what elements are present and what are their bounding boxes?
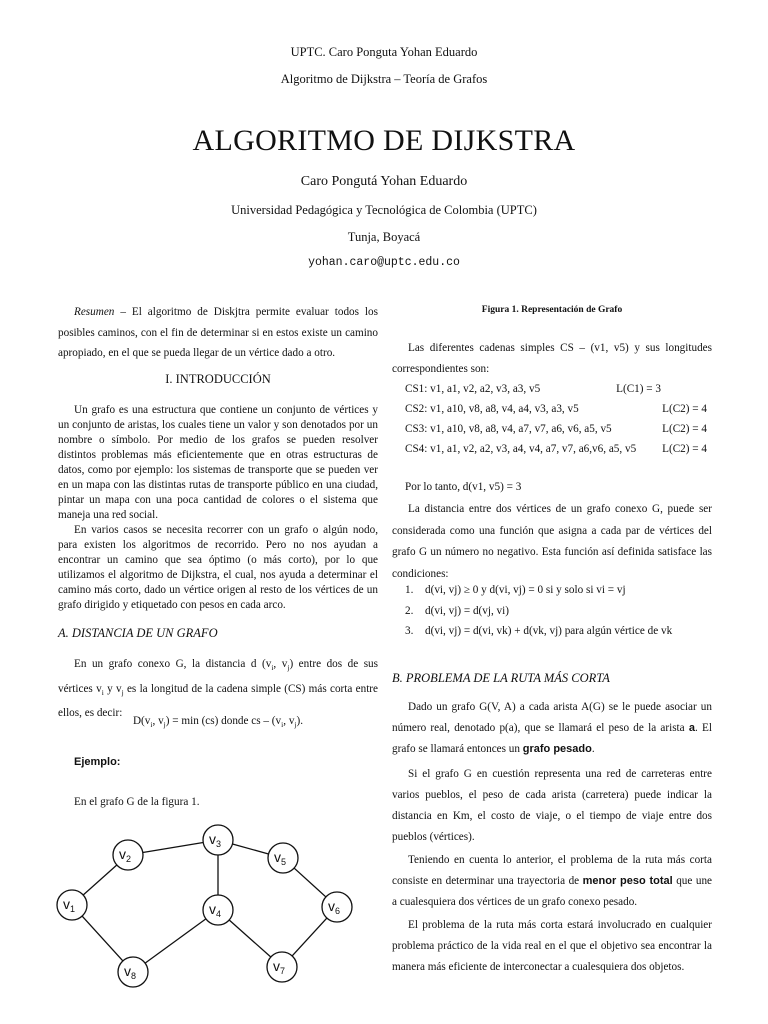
abstract-text: El algoritmo de Diskjtra permite evaluar todos los posibles caminos, con el fin de determinar si en estos existe un camino apropiado, en el que se pueda llegar de un vértice dado a otro. [58, 306, 378, 359]
graph-node-label: $v_6$ [327, 898, 341, 916]
sub-j: j [121, 687, 124, 697]
sub-i: i [150, 720, 153, 730]
chain-row [405, 399, 707, 419]
graph-node-subscript: 3 [215, 839, 222, 849]
ruta-p3-b: que une a cualesquiera dos vértices de un grafo conexo pesado. [392, 875, 713, 908]
sub-j: j [163, 720, 166, 730]
location: Tunja, Boyacá [347, 230, 421, 244]
chain-label: CS3: v1, a10, v8, a8, v4, a7, v7, a6, v6, a5, v5 [405, 423, 612, 435]
graph-node-label: $v_2$ [118, 846, 132, 864]
graph-node-label: $v_7$ [272, 958, 286, 976]
dist-text-a: En un grafo conexo G, la distancia d (v [74, 658, 272, 670]
graph-node-subscript: 2 [125, 854, 132, 864]
dist-text-e: es la longitud de la cadena simple (CS) más corta entre ellos, es decir: [58, 682, 378, 720]
graph-edge-v1-v2 [83, 865, 117, 895]
graph-node-v4 [203, 895, 233, 925]
chains-list [405, 379, 707, 459]
graph-node-subscript: 1 [69, 904, 76, 914]
graph-edge-v3-v5 [232, 844, 268, 854]
intro-paragraph-1: Un grafo es una estructura que contiene un conjunto de vértices y un conjunto de aristas, los cuales tiene un valor y son denotados por un nombre o símbolo. Por medio de los grafos se pueden resolver distintos problemas más eficientemente que en otras estructuras de datos, como por ejemplo: los sistemas de transporte que se pueden ver en un mapa con las distintas rutas de transporte público en una ciudad, pintar un mapa con una poca cantidad de colores o el sistema que maneja una red social. [58, 404, 378, 521]
graph-edge-v5-v6 [294, 868, 326, 897]
ruta-paragraph-3 [392, 850, 712, 913]
distancia-paragraph [58, 654, 378, 724]
chain-length: L(C1) = 3 [616, 383, 661, 395]
condition-item [405, 621, 715, 642]
ruta-p3-bold: menor peso total [582, 875, 673, 887]
conditions-list [405, 580, 715, 642]
affiliation: Universidad Pedagógica y Tecnológica de Colombia (UPTC) [231, 203, 537, 217]
distance-formula [58, 715, 378, 729]
condition-number: 2. [405, 604, 414, 617]
condition-text: d(vi, vj) ≥ 0 y d(vi, vj) = 0 si y solo si vi = vj [425, 584, 626, 596]
distance-definition-text: La distancia entre dos vértices de un grafo conexo G, puede ser considerada como una función que asigna a cada par de vértices del grafo G un número no negativo. Esta función así definida satisface las condiciones: [392, 503, 712, 580]
distance-definition [392, 499, 712, 585]
condition-text: d(vi, vj) = d(vi, vk) + d(vk, vj) para algún vértice de vk [425, 625, 673, 637]
graph-node-v3 [203, 825, 233, 855]
example-text: En el grafo G de la figura 1. [74, 796, 200, 808]
graph-node-subscript: 7 [279, 966, 286, 976]
chain-row [405, 379, 707, 399]
graph-node-label: $v_1$ [62, 896, 76, 914]
chain-length: L(C2) = 4 [662, 423, 707, 435]
ruta-p1-bold2: grafo pesado [522, 743, 592, 755]
condition-number: 3. [405, 625, 414, 637]
intro-paragraph-2: En varios casos se necesita recorrer con un grafo o algún nodo, para existen los algoritmos de recorrido. Pero no nos ayudan a encontrar un camino que sea óptimo (o más corto), por lo que utilizamos el algoritmo de Dijkstra, el cual, nos ayuda a determinar el camino más corto, dado un vértice origen al resto de los vértices de un grafo dirigido y etiquetado con pesos en cada arco. [58, 524, 378, 611]
graph-node-label: $v_3$ [208, 831, 222, 849]
abstract-label: Resumen [74, 306, 115, 318]
sub-i: i [101, 687, 104, 697]
graph-node-v6 [322, 892, 352, 922]
sub-j: j [287, 663, 290, 673]
condition-number: 1. [405, 584, 414, 596]
dist-text-b: , v [273, 658, 288, 670]
chain-length: L(C2) = 4 [662, 403, 707, 415]
section-introduccion-heading: I. INTRODUCCIÓN [165, 372, 271, 386]
chains-intro-text: Las diferentes cadenas simples CS – (v1, v5) y sus longitudes correspondientes son: [392, 342, 712, 375]
chain-row [405, 439, 707, 459]
formula-c: ) = min (cs) donde cs – (v [165, 715, 282, 727]
ruta-p1-b: . El grafo se llamará entonces un [392, 722, 712, 755]
graph-node-v2 [113, 840, 143, 870]
chain-length: L(C2) = 4 [662, 443, 707, 455]
ruta-p1-c: . [591, 743, 595, 755]
graph-node-subscript: 8 [130, 971, 137, 981]
figure-caption: Figura 1. Representación de Grafo [481, 305, 623, 315]
condition-item [405, 580, 715, 601]
formula-b: , v [152, 715, 164, 727]
intro-body [58, 403, 378, 613]
graph-node-label: $v_5$ [273, 849, 287, 867]
ruta-paragraph-2: Si el grafo G en cuestión representa una red de carreteras entre varios pueblos, el peso de cada arista (carretera) puede indicar la distancia en Km, el costo de viaje, o el tiempo de viaje entre dos pueblos (vértices). [392, 768, 712, 843]
graph-node-label: $v_4$ [208, 901, 222, 919]
ruta-p1-a: Dado un grafo G(V, A) a cada arista A(G) se le puede asociar un número real, denotado p(a), que se llamará el peso de la arista [392, 701, 712, 734]
ruta-paragraph-1 [392, 697, 712, 760]
chain-label: CS1: v1, a1, v2, a2, v3, a3, v5 [405, 383, 541, 395]
chains-intro [392, 338, 712, 379]
graph-node-v7 [267, 952, 297, 982]
ruta-p1-bold: a [688, 722, 695, 734]
ruta-corta-body [392, 697, 712, 978]
graph-edge-v8-v1 [82, 916, 123, 961]
condition-item [405, 601, 715, 622]
running-header-title: Algoritmo de Dijkstra – Teoría de Grafos [280, 72, 488, 86]
sub-j: j [294, 720, 297, 730]
email: yohan.caro@uptc.edu.co [308, 256, 460, 269]
graph-node-v5 [268, 843, 298, 873]
graph-node-v8 [118, 957, 148, 987]
running-header-author: UPTC. Caro Ponguta Yohan Eduardo [290, 45, 478, 59]
graph-node-subscript: 5 [280, 857, 287, 867]
graph-node-subscript: 4 [215, 909, 222, 919]
sub-i: i [271, 663, 274, 673]
abstract-dash: – [120, 306, 126, 318]
graph-node-subscript: 6 [334, 906, 341, 916]
therefore-line: Por lo tanto, d(v1, v5) = 3 [405, 481, 522, 493]
formula-a: D(v [132, 715, 151, 727]
graph-edge-v4-v8 [145, 919, 206, 963]
sub-i: i [281, 720, 284, 730]
graph-edge-v6-v7 [292, 918, 327, 956]
abstract [58, 302, 378, 364]
condition-text: d(vi, vj) = d(vj, vi) [425, 604, 509, 617]
section-ruta-corta-heading: B. PROBLEMA DE LA RUTA MÁS CORTA [392, 671, 610, 685]
formula-e: ). [296, 715, 304, 727]
dist-text-c: ) entre dos de sus vértices v [58, 658, 379, 695]
graph-nodes [57, 825, 352, 987]
graph-edge-v2-v3 [143, 842, 203, 852]
author-name: Caro Pongutá Yohan Eduardo [300, 174, 468, 189]
dist-text-d: y v [103, 682, 122, 695]
formula-d: , v [283, 715, 295, 727]
example-label: Ejemplo: [74, 756, 121, 768]
section-distancia-heading: A. DISTANCIA DE UN GRAFO [58, 626, 218, 640]
paper-title: ALGORITMO DE DIJKSTRA [192, 124, 576, 157]
chain-row [405, 419, 707, 439]
ruta-paragraph-4: El problema de la ruta más corta estará involucrado en cualquier problema práctico de la vida real en el que el objetivo sea encontrar la manera más eficiente de interconectar a cualesquiera dos objetos. [392, 919, 712, 973]
ruta-p3-a: Teniendo en cuenta lo anterior, el problema de la ruta más corta consiste en determinar una trayectoria de [392, 854, 712, 887]
graph-node-label: $v_8$ [123, 963, 137, 981]
chain-label: CS2: v1, a10, v8, a8, v4, a4, v3, a3, v5 [405, 403, 579, 415]
graph-edge-v7-v4 [229, 920, 271, 957]
graph-figure [40, 815, 370, 995]
chain-label: CS4: v1, a1, v2, a2, v3, a4, v4, a7, v7, a6,v6, a5, v5 [405, 443, 637, 455]
graph-node-v1 [57, 890, 87, 920]
